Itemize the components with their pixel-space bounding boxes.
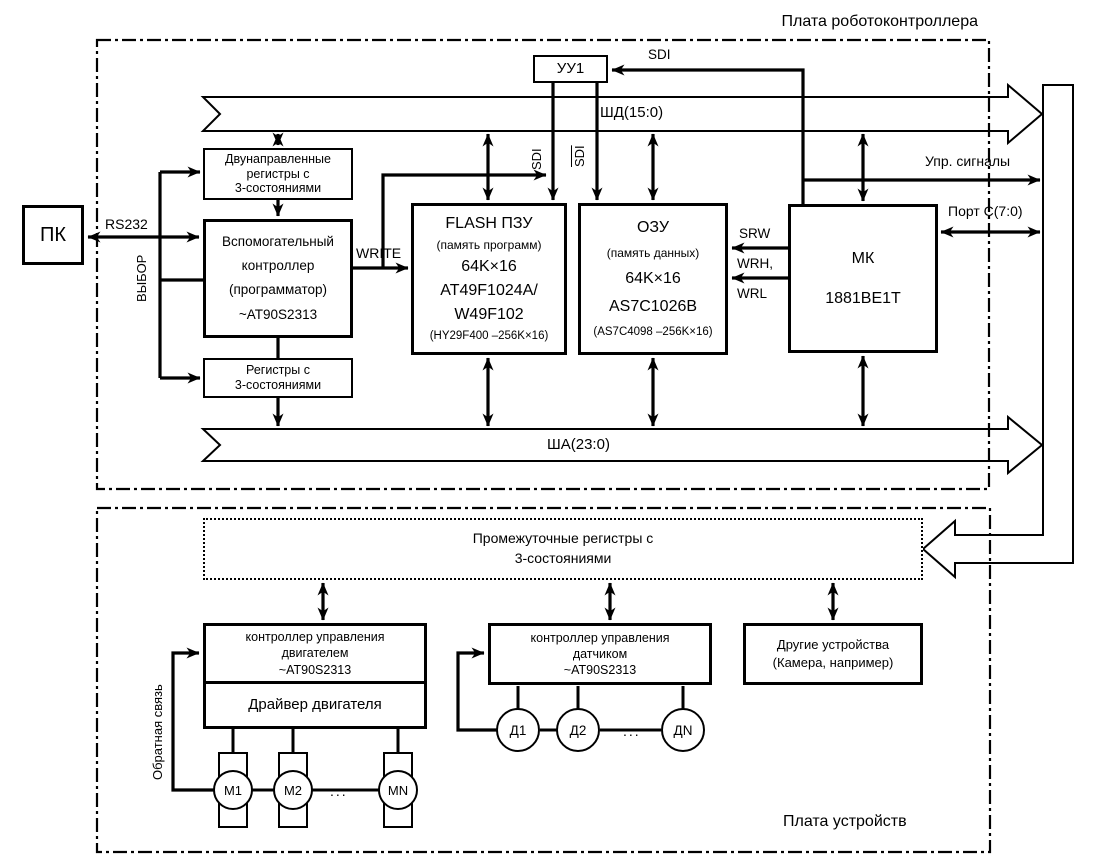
sensor1-label: Д1 — [509, 722, 527, 738]
ram-subtitle: (память данных) — [606, 246, 700, 261]
sensor1-circle — [496, 708, 540, 752]
pc-label: ПК — [39, 223, 67, 246]
block-ram — [578, 203, 728, 355]
inter-line1: Промежуточные регистры с — [472, 530, 654, 547]
motorctrl-line2: двигателем — [281, 646, 349, 661]
flash-part1: AT49F1024A/ — [440, 282, 538, 300]
mcu-line2: 1881ВЕ1Т — [825, 289, 901, 307]
ram-size: 64K×16 — [625, 270, 681, 288]
sensors-ellipsis: ... — [623, 723, 641, 739]
device-board-title: Плата устройств — [783, 813, 907, 830]
block-tristate-registers — [203, 358, 353, 398]
motor2-label: М2 — [283, 782, 303, 798]
line-sensor-stems — [518, 686, 683, 709]
block-pc — [22, 205, 84, 265]
sensorctrl-line1: контроллер управления — [530, 630, 670, 645]
otherdev-line1: Другие устройства — [776, 636, 890, 652]
motor1-label: М1 — [223, 782, 243, 798]
sensor2-label: Д2 — [569, 722, 587, 738]
motorctrl-line3: ~AT90S2313 — [278, 662, 352, 677]
sensorctrl-line3: ~AT90S2313 — [563, 663, 637, 678]
block-aux-controller — [203, 219, 353, 338]
block-sensor-controller — [488, 623, 712, 685]
motordriver-label: Драйвер двигателя — [248, 695, 382, 713]
robot-board-title: Плата роботоконтроллера — [781, 13, 978, 30]
flash-part2: W49F102 — [454, 306, 524, 324]
line-driver-motors — [233, 729, 398, 754]
aux-line2: контроллер — [241, 257, 315, 273]
block-motor-controller — [203, 623, 427, 684]
motorN-label: МN — [387, 782, 409, 798]
rs232-label: RS232 — [105, 216, 148, 232]
srw-label: SRW — [739, 226, 771, 241]
aux-line4: ~AT90S2313 — [238, 306, 318, 322]
flash-title: FLASH ПЗУ — [445, 215, 533, 233]
flash-alt-part: (HY29F400 –256K×16) — [429, 330, 549, 343]
motor1-circle — [213, 770, 253, 810]
motors-ellipsis: ... — [330, 783, 348, 799]
block-motor-driver — [203, 681, 427, 729]
block-intermediate-registers — [203, 518, 923, 580]
bidir-line2: регистры с — [246, 166, 310, 181]
ram-part: AS7C1026B — [608, 298, 698, 316]
block-other-devices — [743, 623, 923, 685]
write-label: WRITE — [356, 245, 402, 261]
port-c-label: Порт С(7:0) — [948, 203, 1023, 219]
bidir-line3: 3-состояниями — [234, 181, 322, 196]
sdi-inverted-label: $\overline{SDI}$ — [572, 145, 587, 167]
flash-size: 64K×16 — [461, 258, 517, 276]
data-bus-label: ШД(15:0) — [600, 104, 664, 121]
aux-line3: (программатор) — [228, 282, 328, 298]
sensor2-circle — [556, 708, 600, 752]
wrh-label: WRH, — [737, 256, 773, 271]
line-mk-sdi-to-uu1 — [612, 70, 803, 204]
block-flash-rom — [411, 203, 567, 355]
sensorN-circle — [661, 708, 705, 752]
sensorctrl-line2: датчиком — [572, 646, 628, 661]
address-bus-label: ША(23:0) — [547, 436, 610, 453]
regs-line2: 3-состояниями — [234, 378, 322, 392]
sensorN-label: ДN — [673, 722, 693, 738]
motor2-circle — [273, 770, 313, 810]
flash-subtitle: (память программ) — [436, 238, 542, 253]
inter-line2: 3-состояниями — [514, 550, 612, 566]
bus-sha — [203, 417, 1042, 473]
uu1-label: УУ1 — [556, 59, 585, 77]
block-mcu — [788, 204, 938, 353]
wrl-label: WRL — [737, 286, 767, 301]
block-bidirectional-registers — [203, 148, 353, 200]
control-signals-label: Упр. сигналы — [925, 153, 1011, 169]
vybor-label: ВЫБОР — [134, 254, 149, 302]
mcu-line1: МК — [851, 249, 875, 267]
aux-line1: Вспомогательный — [222, 233, 334, 249]
motorN-circle — [378, 770, 418, 810]
feedback-label: Обратная связь — [150, 684, 165, 780]
motorctrl-line1: контроллер управления — [245, 630, 385, 645]
regs-line1: Регистры с — [246, 363, 310, 377]
sdi-top-label: SDI — [648, 47, 671, 62]
otherdev-line2: (Камера, например) — [772, 655, 894, 670]
ram-title: ОЗУ — [636, 219, 670, 237]
sdi-flash-label: SDI — [529, 148, 544, 170]
ram-alt-part: (AS7C4098 –256K×16) — [593, 326, 713, 339]
bidir-line1: Двунаправленные — [225, 151, 331, 166]
block-uu1 — [533, 55, 608, 83]
